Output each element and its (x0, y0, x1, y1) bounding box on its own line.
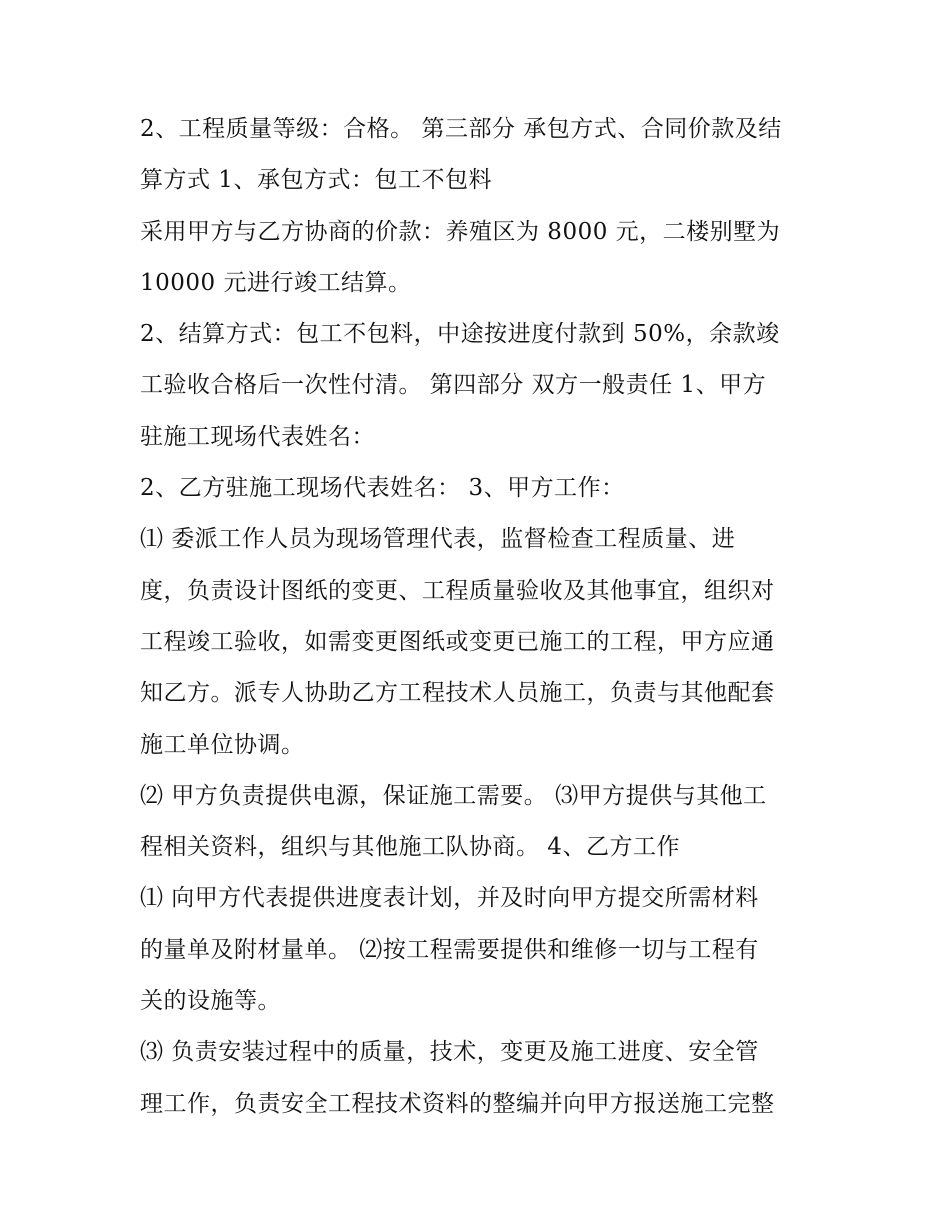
text-line: ⑶ 负责安装过程中的质量，技术，变更及施工进度、安全管 (140, 1039, 759, 1066)
text-line: 关的设施等。 (140, 988, 281, 1015)
text-line: 2、工程质量等级：合格。 第三部分 承包方式、合同价款及结 (140, 116, 782, 142)
text-line: 工程竣工验收，如需变更图纸或变更已施工的工程，甲方应通 (140, 628, 775, 655)
text-line: 2、乙方驻施工现场代表姓名： 3、甲方工作： (140, 475, 625, 502)
text-line: 的量单及附材量单。 ⑵按工程需要提供和维修一切与工程有 (140, 936, 759, 963)
text-line: 知乙方。派专人协助乙方工程技术人员施工，负责与其他配套 (140, 680, 775, 707)
text-line: ⑴ 委派工作人员为现场管理代表，监督检查工程质量、进 (140, 526, 736, 553)
text-line: 2、结算方式：包工不包料，中途按进度付款到 50%，余款竣 (140, 321, 780, 348)
document-body (140, 104, 830, 1130)
text-line: 采用甲方与乙方协商的价款：养殖区为 8000 元，二楼别墅为 (140, 218, 781, 245)
text-line: 程相关资料，组织与其他施工队协商。 4、乙方工作 (140, 834, 680, 861)
text-line: 施工单位协调。 (140, 731, 305, 758)
text-line: ⑵ 甲方负责提供电源，保证施工需要。 ⑶甲方提供与其他工 (140, 782, 767, 809)
text-line: 驻施工现场代表姓名： (140, 423, 375, 450)
text-line: 理工作，负责安全工程技术资料的整编并向甲方报送施工完整 (140, 1090, 775, 1117)
text-line: 算方式 1、承包方式：包工不包料 (140, 167, 492, 194)
text-line: 度，负责设计图纸的变更、工程质量验收及其他事宜，组织对 (140, 577, 775, 604)
text-line: 工验收合格后一次性付清。 第四部分 双方一般责任 1、甲方 (140, 372, 767, 399)
text-line: 10000 元进行竣工结算。 (140, 269, 412, 296)
text-line: ⑴ 向甲方代表提供进度表计划，并及时向甲方提交所需材料 (140, 885, 759, 912)
